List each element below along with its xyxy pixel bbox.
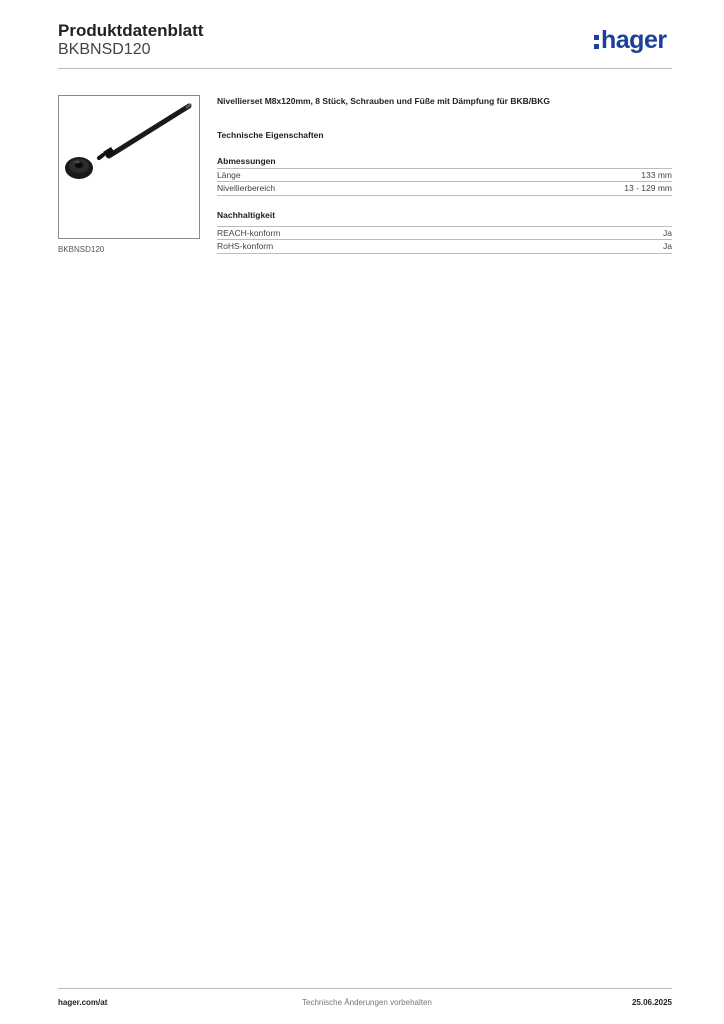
spec-row — [217, 226, 672, 240]
technical-heading: Technische Eigenschaften — [217, 130, 324, 140]
hager-logo — [594, 28, 667, 53]
spec-value: 13 - 129 mm — [624, 183, 672, 193]
logo-text: hager — [601, 26, 667, 54]
image-caption: BKBNSD120 — [58, 245, 105, 254]
product-image — [58, 95, 200, 239]
footer-date: 25.06.2025 — [631, 998, 672, 1007]
section-heading-dimensions: Abmessungen — [217, 156, 276, 166]
header-divider — [58, 68, 672, 69]
footer-notice: Technische Änderungen vorbehalten — [302, 998, 432, 1007]
footer-website: hager.com/at — [58, 998, 108, 1007]
spec-row — [217, 168, 672, 182]
leveling-foot-screw-image — [59, 96, 201, 240]
spec-value: 133 mm — [641, 170, 672, 180]
page-title: Produktdatenblatt — [58, 21, 204, 40]
spec-value: Ja — [663, 228, 672, 238]
spec-label: Nivellierbereich — [217, 183, 276, 193]
spec-label: REACH-konform — [217, 228, 281, 238]
spec-value: Ja — [663, 241, 672, 251]
spec-label: RoHS-konform — [217, 241, 274, 251]
product-code: BKBNSD120 — [58, 41, 151, 58]
spec-row — [217, 240, 672, 254]
logo-colon-icon — [594, 35, 599, 49]
spec-label: Länge — [217, 170, 241, 180]
section-heading-sustainability: Nachhaltigkeit — [217, 210, 276, 220]
product-description: Nivellierset M8x120mm, 8 Stück, Schrauben und Füße mit Dämpfung für BKB/BKG — [217, 96, 550, 106]
spec-row — [217, 182, 672, 196]
footer-divider — [58, 988, 672, 989]
